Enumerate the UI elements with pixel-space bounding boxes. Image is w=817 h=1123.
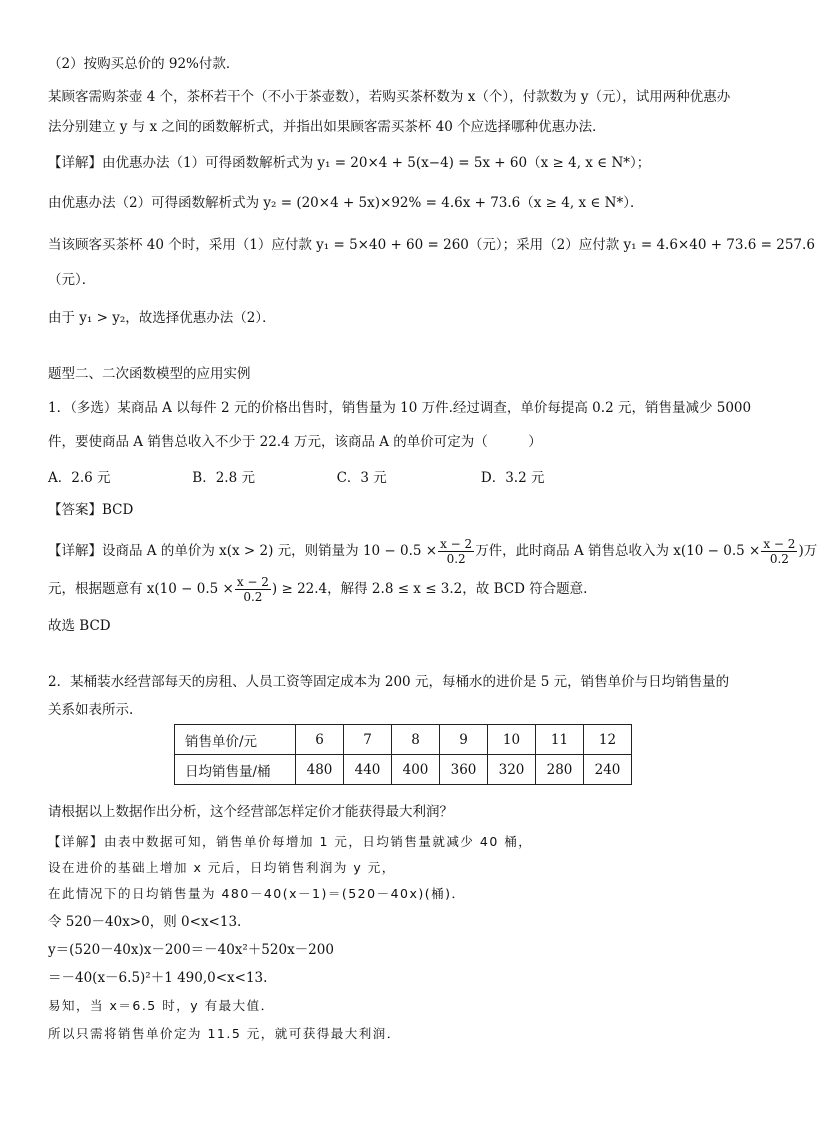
table-row bbox=[175, 755, 632, 785]
table-cell: 360 bbox=[440, 755, 488, 785]
table-cell: 12 bbox=[584, 725, 632, 755]
solution-text: 万件，此时商品 A 销售总收入为 x(10 − 0.5 × bbox=[475, 543, 761, 559]
solution-line: ＝－40(x－6.5)²＋1 490,0<x<13. bbox=[48, 970, 268, 986]
row-header: 日均销售量/桶 bbox=[175, 755, 296, 785]
question-text: 2．某桶装水经营部每天的房租、人员工资等固定成本为 200 元，每桶水的进价是 5 元，销售单价与日均销售量的 bbox=[48, 674, 730, 690]
fraction-numerator: x − 2 bbox=[236, 575, 269, 589]
sales-table bbox=[174, 724, 632, 785]
table-cell: 440 bbox=[344, 755, 392, 785]
option-a: A．2.6 元 bbox=[48, 470, 111, 486]
solution-text: 元，根据题意有 x(10 − 0.5 × bbox=[48, 581, 234, 597]
solution-line: 设在进价的基础上增加 x 元后，日均销售利润为 y 元， bbox=[48, 860, 396, 875]
option-d: D．3.2 元 bbox=[480, 470, 545, 486]
fraction-denominator: 0.2 bbox=[243, 590, 263, 604]
answer-options bbox=[48, 468, 754, 488]
text-line: 某顾客需购茶壶 4 个，茶杯若干个（不小于茶壶数），若购买茶杯数为 x（个），付款数为 y（元），试用两种优惠办 bbox=[48, 89, 731, 105]
question-text: 关系如表所示. bbox=[48, 702, 134, 718]
option-b: B．2.8 元 bbox=[192, 470, 255, 486]
solution-text: ) ≥ 22.4，解得 2.8 ≤ x ≤ 3.2，故 BCD 符合题意. bbox=[271, 581, 588, 597]
text-line: 由优惠办法（2）可得函数解析式为 y₂ = (20×4 + 5x)×92% = 4.6x + 73.6（x ≥ 4, x ∈ N*）． bbox=[48, 195, 644, 211]
fraction bbox=[235, 575, 271, 604]
solution-text: 【详解】设商品 A 的单价为 x(x > 2) 元，则销量为 10 − 0.5 × bbox=[48, 543, 438, 559]
question-text: 请根据以上数据作出分析，这个经营部怎样定价才能获得最大利润？ bbox=[48, 804, 453, 820]
fraction-numerator: x − 2 bbox=[440, 537, 473, 551]
solution-text: )万 bbox=[798, 543, 817, 559]
table-cell: 10 bbox=[488, 725, 536, 755]
text-line: 法分别建立 y 与 x 之间的函数解析式，并指出如果顾客需买茶杯 40 个应选择哪种优惠办法． bbox=[48, 119, 606, 135]
table-row bbox=[175, 725, 632, 755]
solution-line: 所以只需将销售单价定为 11.5 元，就可获得最大利润． bbox=[48, 1026, 401, 1041]
text-line: 【详解】由优惠办法（1）可得函数解析式为 y₁ = 20×4 + 5(x−4) = 5x + 60（x ≥ 4, x ∈ N*）； bbox=[48, 155, 651, 171]
text-line: （元）． bbox=[48, 272, 96, 288]
table-cell: 9 bbox=[440, 725, 488, 755]
fraction-denominator: 0.2 bbox=[446, 552, 466, 566]
text-line: 故选 BCD bbox=[48, 618, 111, 634]
table-cell: 240 bbox=[584, 755, 632, 785]
table-cell: 400 bbox=[392, 755, 440, 785]
solution-line: y＝(520－40x)x－200＝－40x²＋520x－200 bbox=[48, 942, 334, 958]
fraction-numerator: x − 2 bbox=[763, 537, 796, 551]
solution-line bbox=[48, 574, 754, 604]
fraction bbox=[761, 537, 797, 566]
text-line: （2）按购买总价的 92%付款． bbox=[48, 56, 240, 72]
answer-label: 【答案】BCD bbox=[48, 502, 134, 518]
table-cell: 280 bbox=[536, 755, 584, 785]
table-cell: 480 bbox=[296, 755, 344, 785]
table-cell: 6 bbox=[296, 725, 344, 755]
fraction bbox=[438, 537, 474, 566]
table-cell: 320 bbox=[488, 755, 536, 785]
option-c: C．3 元 bbox=[336, 470, 387, 486]
solution-line bbox=[48, 536, 817, 566]
text-line: 当该顾客买茶杯 40 个时，采用（1）应付款 y₁ = 5×40 + 60 = 260（元）；采用（2）应付款 y₁ = 4.6×40 + 73.6 = 257.6 bbox=[48, 237, 815, 253]
section-heading: 题型二、二次函数模型的应用实例 bbox=[48, 366, 251, 382]
solution-line: 在此情况下的日均销售量为 480－40(x－1)＝(520－40x)(桶)． bbox=[48, 886, 466, 901]
solution-line: 令 520－40x>0，则 0<x<13. bbox=[48, 914, 242, 930]
solution-line: 易知，当 x＝6.5 时，y 有最大值． bbox=[48, 998, 275, 1013]
solution-line: 【详解】由表中数据可知，销售单价每增加 1 元，日均销售量就减少 40 桶， bbox=[48, 834, 533, 849]
text-line: 由于 y₁ > y₂，故选择优惠办法（2）． bbox=[48, 310, 276, 326]
table-cell: 7 bbox=[344, 725, 392, 755]
row-header: 销售单价/元 bbox=[175, 725, 296, 755]
question-text: 件，要使商品 A 销售总收入不少于 22.4 万元，该商品 A 的单价可定为（ ） bbox=[48, 434, 542, 450]
fraction-denominator: 0.2 bbox=[769, 552, 789, 566]
table-cell: 8 bbox=[392, 725, 440, 755]
question-text: 1．（多选）某商品 A 以每件 2 元的价格出售时，销售量为 10 万件.经过调查，单价每提高 0.2 元，销售量减少 5000 bbox=[48, 400, 752, 416]
table-cell: 11 bbox=[536, 725, 584, 755]
